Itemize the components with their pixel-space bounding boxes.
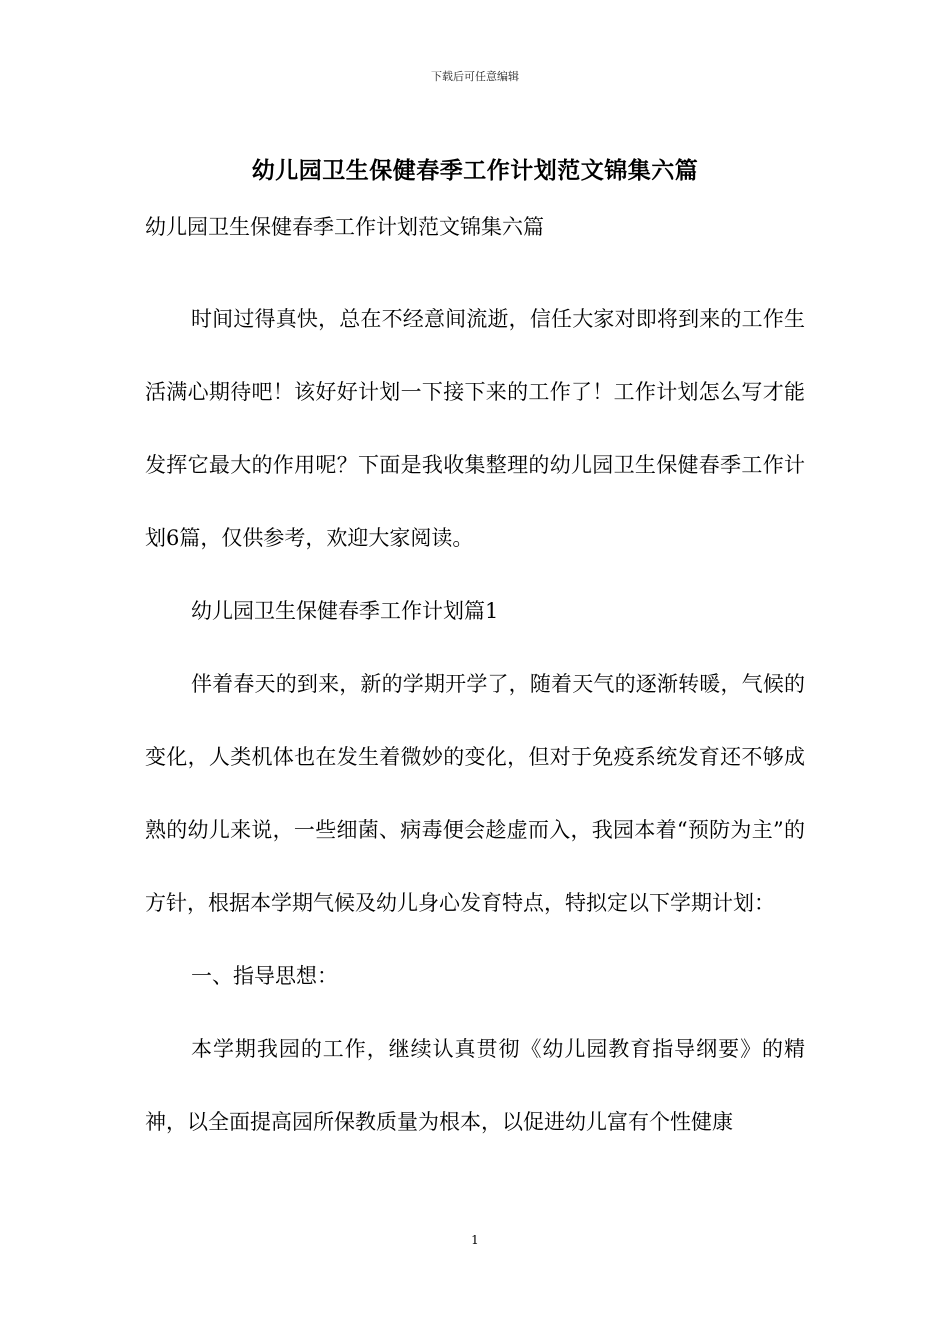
intro-paragraph: 时间过得真快，总在不经意间流逝，信任大家对即将到来的工作生活满心期待吧！该好好计划一下接下来的工作了！工作计划怎么写才能发挥它最大的作用呢？下面是我收集整理的幼儿园卫生保健春季工作计划6篇，仅供参考，欢迎大家阅读。 (145, 307, 805, 550)
document-body (145, 210, 805, 1159)
document-subtitle: 幼儿园卫生保健春季工作计划范文锦集六篇 (145, 215, 544, 239)
page-number: 1 (471, 1233, 479, 1247)
section-paragraph: 伴着春天的到来，新的学期开学了，随着天气的逐渐转暖，气候的变化，人类机体也在发生着微妙的变化，但对于免疫系统发育还不够成熟的幼儿来说，一些细菌、病毒便会趁虚而入，我园本着“预防为主”的方针，根据本学期气候及幼儿身心发育特点，特拟定以下学期计划： (145, 672, 805, 915)
guiding-paragraph: 本学期我园的工作，继续认真贯彻《幼儿园教育指导纲要》的精神，以全面提高园所保教质量为根本，以促进幼儿富有个性健康 (145, 1037, 805, 1134)
document-title: 幼儿园卫生保健春季工作计划范文锦集六篇 (251, 157, 699, 184)
section-heading: 幼儿园卫生保健春季工作计划篇1 (191, 599, 499, 623)
header-note: 下载后可任意编辑 (431, 70, 519, 83)
guiding-heading: 一、指导思想： (191, 964, 338, 988)
